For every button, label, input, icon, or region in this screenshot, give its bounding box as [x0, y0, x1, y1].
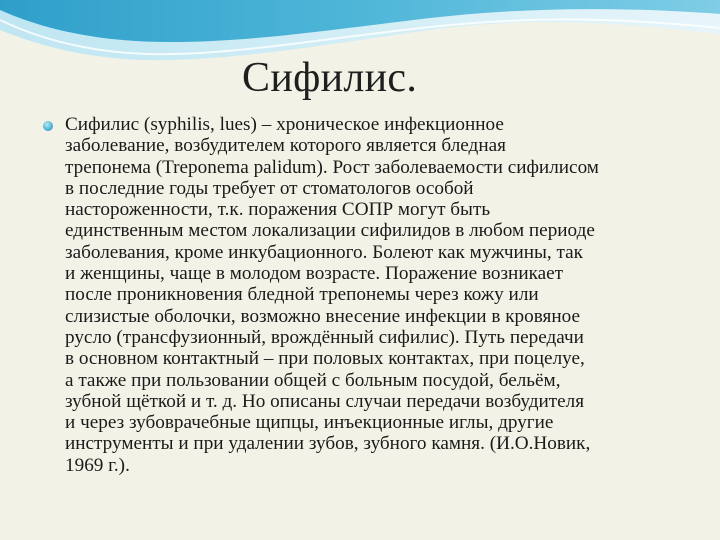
slide-title: Сифилис. — [242, 55, 418, 101]
body-line: в основном контактный – при половых контактах, при поцелуе, — [65, 348, 585, 370]
bullet-icon — [43, 121, 53, 131]
body-line: и через зубоврачебные щипцы, инъекционные иглы, другие — [65, 412, 554, 434]
body-line: и женщины, чаще в молодом возрасте. Поражение возникает — [65, 263, 564, 285]
body-line: настороженности, т.к. поражения СОПР могут быть — [65, 199, 491, 221]
body-line: в последние годы требует от стоматологов особой — [65, 177, 474, 199]
body-line: Сифилис (syphilis, lues) – хроническое инфекционное — [65, 114, 504, 135]
body-line: 1969 г.). — [65, 454, 130, 476]
body-line: заболевания, кроме инкубационного. Болеют как мужчины, так — [65, 241, 583, 263]
body-line: русло (трансфузионный, врождённый сифилис). Путь передачи — [65, 326, 584, 348]
body-line: после проникновения бледной трепонемы через кожу или — [65, 284, 539, 306]
body-line: заболевание, возбудителем которого является бледная — [65, 135, 506, 157]
body-line: а также при пользовании общей с больным посудой, бельём, — [65, 369, 561, 391]
body-line: единственным местом локализации сифилидов в любом периоде — [65, 220, 595, 242]
slide-body-text — [65, 114, 710, 476]
body-line: инструменты и при удалении зубов, зубного камня. (И.О.Новик, — [65, 433, 591, 455]
body-line: слизистые оболочки, возможно внесение инфекции в кровяное — [65, 305, 580, 327]
body-line: трепонема (Treponema palidum). Рост заболеваемости сифилисом — [65, 156, 599, 178]
body-line: зубной щёткой и т. д. Но описаны случаи передачи возбудителя — [65, 390, 585, 412]
